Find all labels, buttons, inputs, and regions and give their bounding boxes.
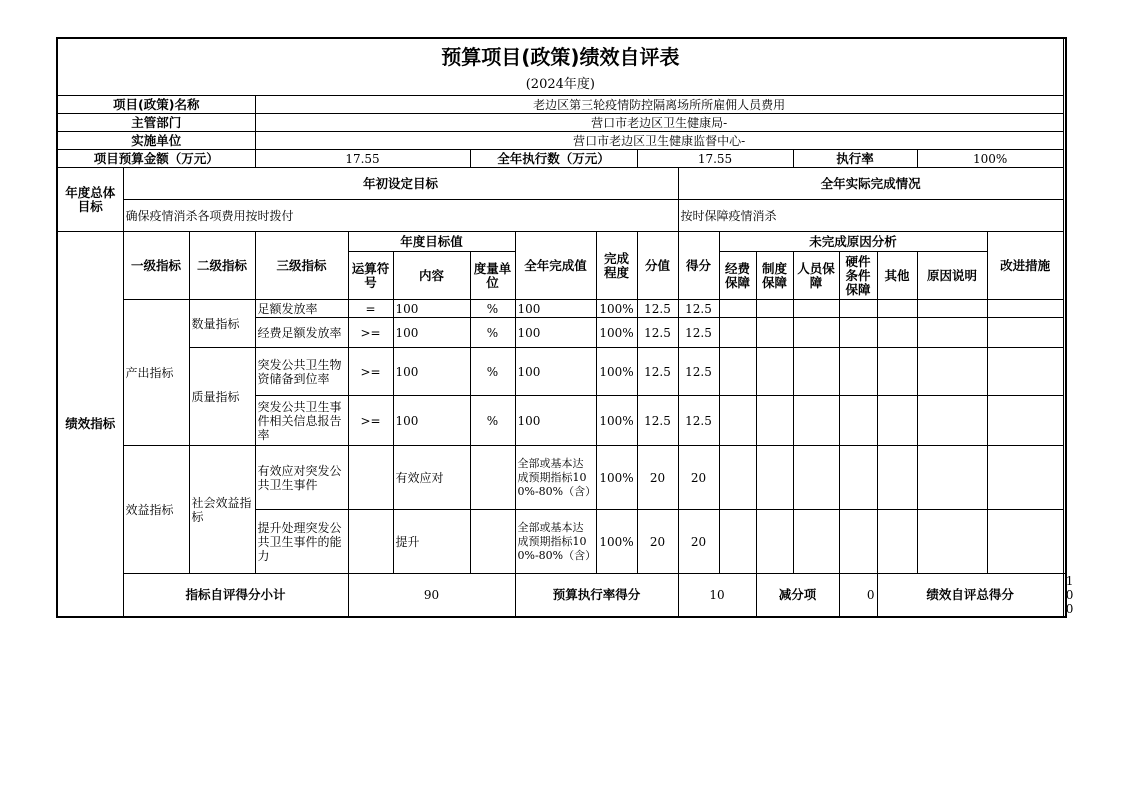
indicator-max-score: 20 (637, 446, 678, 510)
budget-score-value: 10 (678, 574, 756, 618)
exec-label: 全年执行数（万元） (470, 150, 637, 168)
group-quantity: 数量指标 (189, 300, 255, 348)
reason-other-header: 其他 (877, 252, 917, 300)
reason-group-header: 未完成原因分析 (719, 232, 987, 252)
unit-header: 度量单位 (470, 252, 515, 300)
indicator-unit: % (470, 348, 515, 396)
deduct-value: 0 (839, 574, 877, 618)
indicator-score: 12.5 (678, 348, 719, 396)
indicator-completion: 100% (596, 396, 637, 446)
rate-label: 执行率 (793, 150, 917, 168)
indicator-unit: % (470, 396, 515, 446)
indicator-completion: 100% (596, 300, 637, 318)
indicator-max-score: 12.5 (637, 348, 678, 396)
indicator-name: 突发公共卫生事件相关信息报告率 (255, 396, 348, 446)
indicator-value: 全部或基本达成预期指标100%-80%（含） (515, 510, 596, 574)
group-output: 产出指标 (123, 300, 189, 446)
impl-value: 营口市老边区卫生健康监督中心- (255, 132, 1063, 150)
indicator-content: 有效应对 (393, 446, 470, 510)
level3-header: 三级指标 (255, 232, 348, 300)
total-value: 100 (1063, 574, 1066, 618)
reason-staff-header: 人员保障 (793, 252, 839, 300)
evaluation-table (56, 37, 1074, 618)
indicator-score: 12.5 (678, 318, 719, 348)
indicator-content: 100 (393, 300, 470, 318)
indicator-content: 100 (393, 348, 470, 396)
budget-label: 项目预算金额（万元） (57, 150, 255, 168)
indicator-value: 全部或基本达成预期指标100%-80%（含） (515, 446, 596, 510)
self-evaluation-sheet (56, 37, 1074, 618)
group-quality: 质量指标 (189, 348, 255, 446)
reason-system-header: 制度保障 (756, 252, 793, 300)
impl-label: 实施单位 (57, 132, 255, 150)
deduct-label: 减分项 (756, 574, 839, 618)
indicator-max-score: 12.5 (637, 300, 678, 318)
dept-label: 主管部门 (57, 114, 255, 132)
indicator-completion: 100% (596, 510, 637, 574)
reason-explain-header: 原因说明 (917, 252, 987, 300)
project-name-label: 项目(政策)名称 (57, 96, 255, 114)
indicator-completion: 100% (596, 446, 637, 510)
reason-hardware-header: 硬件条件保障 (839, 252, 877, 300)
dept-value: 营口市老边区卫生健康局- (255, 114, 1063, 132)
indicator-operator: >= (348, 318, 393, 348)
subtotal-value: 90 (348, 574, 515, 618)
performance-indicator-label: 绩效指标 (57, 232, 123, 618)
indicator-max-score: 12.5 (637, 396, 678, 446)
group-benefit: 效益指标 (123, 446, 189, 574)
indicator-content: 提升 (393, 510, 470, 574)
rate-value: 100% (917, 150, 1063, 168)
indicator-score: 20 (678, 510, 719, 574)
subtotal-label: 指标自评得分小计 (123, 574, 348, 618)
exec-value: 17.55 (637, 150, 793, 168)
indicator-content: 100 (393, 318, 470, 348)
indicator-score: 12.5 (678, 300, 719, 318)
indicator-name: 提升处理突发公共卫生事件的能力 (255, 510, 348, 574)
score-header: 得分 (678, 232, 719, 300)
indicator-operator: >= (348, 348, 393, 396)
page-title: 预算项目(政策)绩效自评表 (57, 38, 1063, 75)
indicator-score: 12.5 (678, 396, 719, 446)
annual-value-header: 全年完成值 (515, 232, 596, 300)
indicator-unit (470, 510, 515, 574)
reason-funding-header: 经费保障 (719, 252, 756, 300)
indicator-content: 100 (393, 396, 470, 446)
indicator-name: 突发公共卫生物资储备到位率 (255, 348, 348, 396)
actual-goal-text: 按时保障疫情消杀 (678, 200, 1063, 232)
indicator-unit: % (470, 318, 515, 348)
indicator-value: 100 (515, 396, 596, 446)
indicator-operator (348, 446, 393, 510)
group-social: 社会效益指标 (189, 446, 255, 574)
report-year: (2024年度) (57, 75, 1063, 96)
total-label: 绩效自评总得分 (877, 574, 1063, 618)
level1-header: 一级指标 (123, 232, 189, 300)
indicator-value: 100 (515, 300, 596, 318)
initial-goal-text: 确保疫情消杀各项费用按时拨付 (123, 200, 678, 232)
budget-value: 17.55 (255, 150, 470, 168)
indicator-value: 100 (515, 318, 596, 348)
indicator-operator: >= (348, 396, 393, 446)
indicator-score: 20 (678, 446, 719, 510)
target-group-header: 年度目标值 (348, 232, 515, 252)
indicator-unit: % (470, 300, 515, 318)
indicator-name: 足额发放率 (255, 300, 348, 318)
project-name: 老边区第三轮疫情防控隔离场所所雇佣人员费用 (255, 96, 1063, 114)
annual-goal-label: 年度总体目标 (57, 168, 123, 232)
actual-goal-header: 全年实际完成情况 (678, 168, 1063, 200)
score-value-header: 分值 (637, 232, 678, 300)
content-header: 内容 (393, 252, 470, 300)
level2-header: 二级指标 (189, 232, 255, 300)
indicator-operator (348, 510, 393, 574)
indicator-operator: = (348, 300, 393, 318)
indicator-unit (470, 446, 515, 510)
operator-header: 运算符号 (348, 252, 393, 300)
indicator-completion: 100% (596, 348, 637, 396)
indicator-completion: 100% (596, 318, 637, 348)
improve-header: 改进措施 (987, 232, 1063, 300)
initial-goal-header: 年初设定目标 (123, 168, 678, 200)
indicator-name: 经费足额发放率 (255, 318, 348, 348)
indicator-name: 有效应对突发公共卫生事件 (255, 446, 348, 510)
indicator-max-score: 12.5 (637, 318, 678, 348)
indicator-max-score: 20 (637, 510, 678, 574)
completion-header: 完成程度 (596, 232, 637, 300)
indicator-value: 100 (515, 348, 596, 396)
budget-score-label: 预算执行率得分 (515, 574, 678, 618)
